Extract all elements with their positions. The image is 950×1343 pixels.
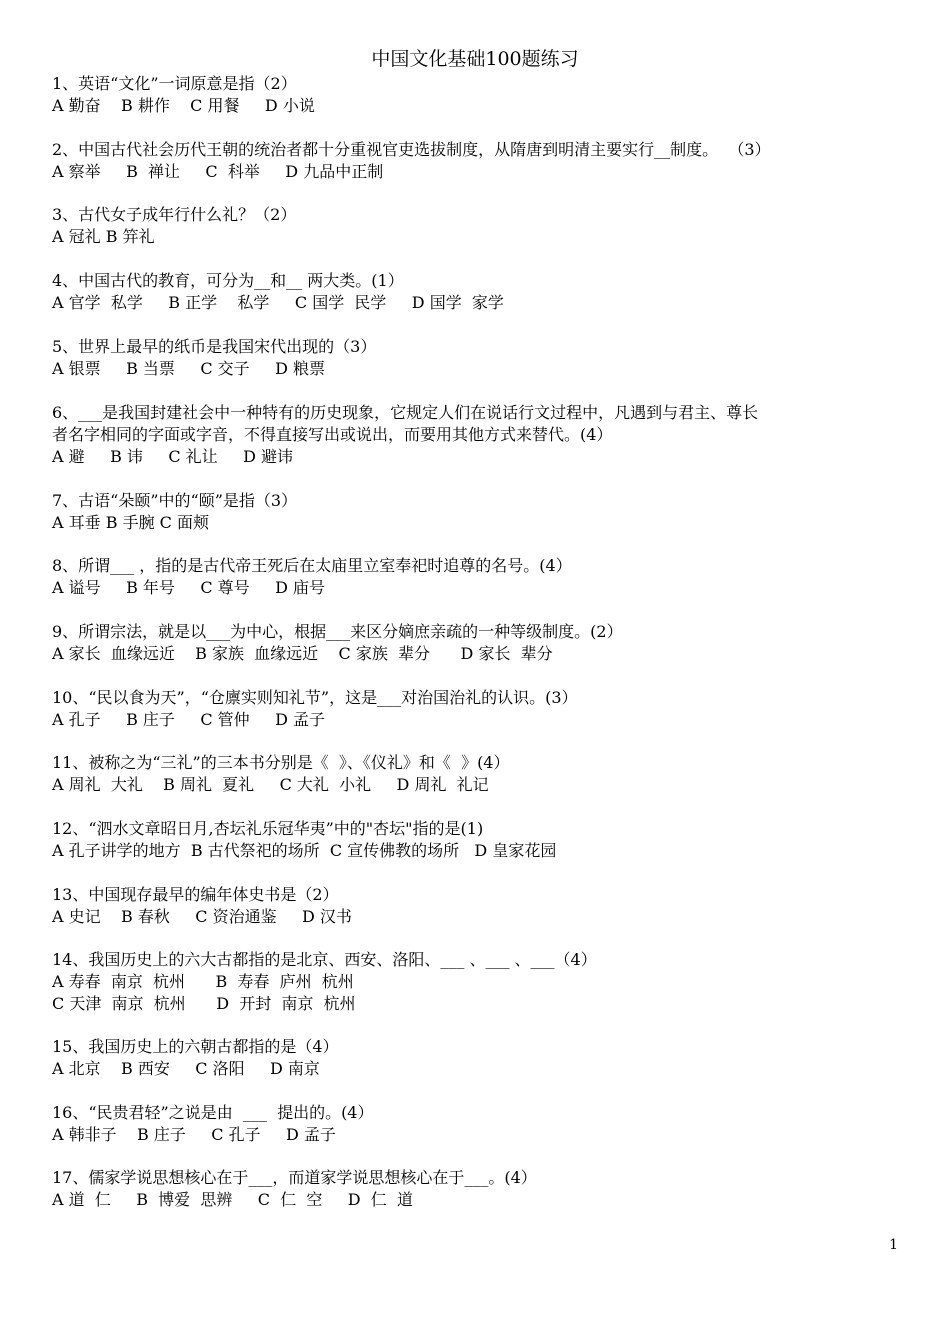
question-line: A 察举 B 禅让 C 科举 D 九品中正制 [52,162,384,181]
question-line: A 耳垂 B 手腕 C 面颊 [52,513,209,532]
question-text: 14、我国历史上的六大古都指的是北京、西安、洛阳、___ 、___ 、___（4） [52,950,597,969]
question-line: A 家长 血缘远近 B 家族 血缘远近 C 家族 辈分 D 家长 辈分 [52,644,553,663]
question-line: A 孔子 B 庄子 C 管仲 D 孟子 [52,710,326,729]
question-text: 3、古代女子成年行什么礼？（2） [52,205,297,224]
question-block [52,1036,902,1080]
question-text: 15、我国历史上的六朝古都指的是（4） [52,1037,339,1056]
question-line: A 勤奋 B 耕作 C 用餐 D 小说 [52,96,315,115]
question-text: 12、“泗水文章昭日月,杏坛礼乐冠华夷”中的"杏坛"指的是(1) [52,819,484,838]
question-block [52,204,902,248]
question-line: A 冠礼 B 笄礼 [52,227,155,246]
question-block [52,270,902,314]
question-line: A 避 B 讳 C 礼让 D 避讳 [52,447,294,466]
question-block [52,752,902,796]
question-text: 16、“民贵君轻”之说是由 ___ 提出的。(4） [52,1103,374,1122]
question-text: 17、儒家学说思想核心在于___，而道家学说思想核心在于___。(4） [52,1168,537,1187]
question-text: 9、所谓宗法，就是以___为中心，根据___来区分嫡庶亲疏的一种等级制度。(2） [52,622,623,641]
question-block [52,555,902,599]
question-block [52,336,902,380]
question-line: A 北京 B 西安 C 洛阳 D 南京 [52,1059,320,1078]
question-block [52,884,902,928]
question-text: 4、中国古代的教育，可分为__和__ 两大类。(1） [52,271,404,290]
question-text: 2、中国古代社会历代王朝的统治者都十分重视官吏选拔制度，从隋唐到明清主要实行__制度。 （3） [52,140,771,159]
question-block [52,490,902,534]
document-title: 中国文化基础100题练习 [371,48,579,70]
question-line: A 史记 B 春秋 C 资治通鉴 D 汉书 [52,907,352,926]
question-line: A 道 仁 B 博爱 思辨 C 仁 空 D 仁 道 [52,1190,413,1209]
question-block [52,687,902,731]
question-text: 13、中国现存最早的编年体史书是（2） [52,885,339,904]
question-line: A 官学 私学 B 正学 私学 C 国学 民学 D 国学 家学 [52,293,504,312]
question-block [52,139,902,183]
question-block [52,621,902,665]
question-text: 5、世界上最早的纸币是我国宋代出现的（3） [52,337,377,356]
question-block [52,818,902,862]
question-line: A 寿春 南京 杭州 B 寿春 庐州 杭州 [52,972,354,991]
question-block [52,949,902,1015]
question-line: A 银票 B 当票 C 交子 D 粮票 [52,359,326,378]
question-text: 10、“民以食为天”，“仓廪实则知礼节”，这是___对治国治礼的认识。(3） [52,688,578,707]
question-text: 1、英语“文化”一词原意是指（2） [52,74,297,93]
question-block [52,73,902,117]
page-number: 1 [889,1237,898,1253]
question-line: A 周礼 大礼 B 周礼 夏礼 C 大礼 小礼 D 周礼 礼记 [52,775,489,794]
question-line: A 谥号 B 年号 C 尊号 D 庙号 [52,578,326,597]
question-text: 8、所谓___ ，指的是古代帝王死后在太庙里立室奉祀时追尊的名号。(4） [52,556,572,575]
question-line: A 孔子讲学的地方 B 古代祭祀的场所 C 宣传佛教的场所 D 皇家花园 [52,841,557,860]
question-block [52,1167,902,1211]
question-block [52,402,902,468]
question-line: A 韩非子 B 庄子 C 孔子 D 孟子 [52,1125,336,1144]
question-text: 6、___是我国封建社会中一种特有的历史现象，它规定人们在说话行文过程中，凡遇到与君主、尊长 [52,403,759,422]
question-line: C 天津 南京 杭州 D 开封 南京 杭州 [52,994,356,1013]
question-block [52,1102,902,1146]
question-line: 者名字相同的字面或字音，不得直接写出或说出，而要用其他方式来替代。(4） [52,425,613,444]
question-text: 7、古语“朵颐”中的“颐”是指（3） [52,491,298,510]
question-text: 11、被称之为“三礼”的三本书分别是《 》、《仪礼》和《 》(4） [52,753,510,772]
